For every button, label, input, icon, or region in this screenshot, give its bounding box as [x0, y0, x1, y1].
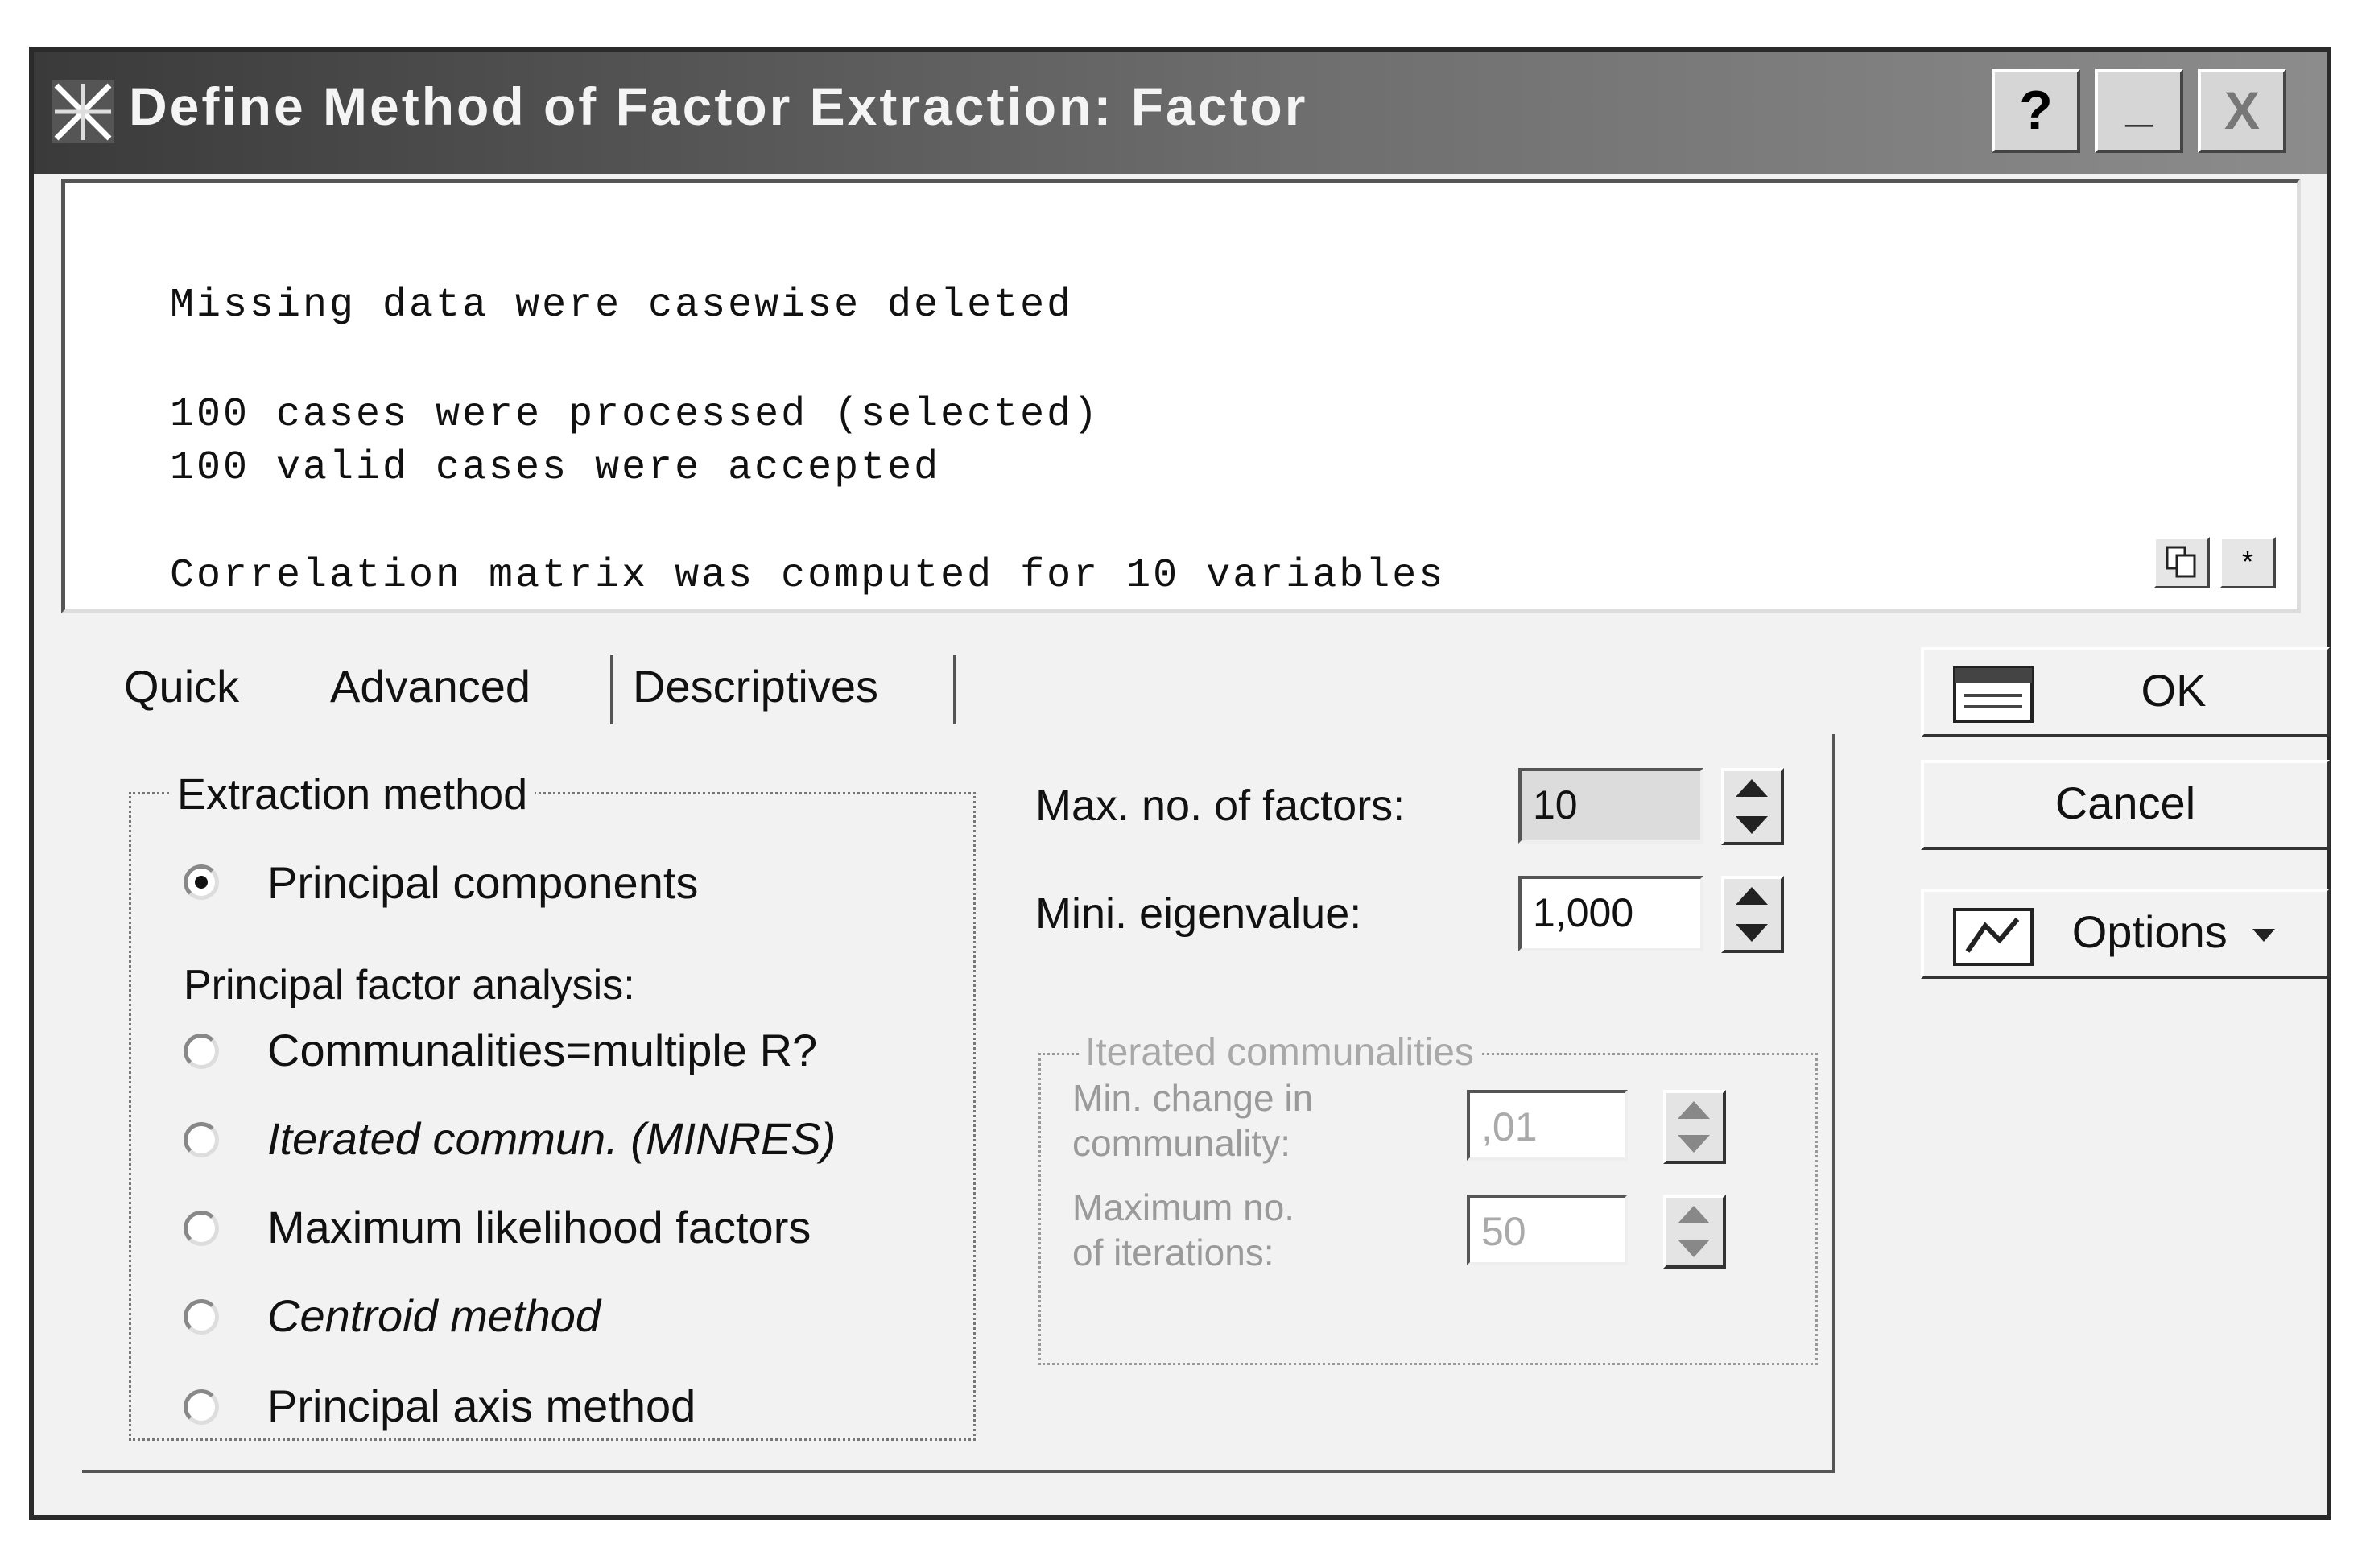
radio-iterated-communalities[interactable] — [184, 1122, 219, 1157]
cancel-button[interactable] — [1921, 760, 2330, 850]
tab-separator — [953, 655, 956, 724]
ok-button[interactable] — [1921, 647, 2330, 737]
radio-label-centroid-method[interactable]: Centroid method — [267, 1290, 601, 1341]
max-iterations-stepper[interactable] — [1663, 1195, 1726, 1269]
spin-down-icon[interactable] — [1678, 1240, 1710, 1257]
copy-icon — [2164, 544, 2199, 580]
tab-separator — [610, 655, 613, 724]
options-button-label: Options — [2071, 906, 2228, 957]
radio-communalities-multiple-r[interactable] — [184, 1034, 219, 1069]
max-iterations-input[interactable]: 50 — [1467, 1195, 1628, 1265]
min-eigenvalue-stepper[interactable] — [1721, 876, 1784, 953]
spin-down-icon[interactable] — [1678, 1135, 1710, 1153]
min-change-label-line: Min. change in — [1072, 1077, 1314, 1119]
window-title: Define Method of Factor Extraction: Factor — [129, 76, 1308, 136]
expand-output-button[interactable] — [2219, 537, 2276, 588]
max-iterations-label-line: of iterations: — [1072, 1232, 1274, 1273]
spin-down-icon[interactable] — [1736, 924, 1768, 942]
close-icon: X — [2224, 80, 2261, 140]
close-button[interactable] — [2198, 69, 2286, 153]
app-icon — [52, 80, 114, 143]
chevron-down-icon — [2252, 929, 2275, 942]
tab-descriptives[interactable]: Descriptives — [633, 661, 878, 712]
min-eigenvalue-label: Mini. eigenvalue: — [1035, 889, 1362, 938]
ok-button-label: OK — [2141, 665, 2207, 716]
min-change-label-line: communality: — [1072, 1122, 1290, 1164]
radio-label-maximum-likelihood[interactable]: Maximum likelihood factors — [267, 1202, 811, 1252]
spin-up-icon[interactable] — [1678, 1206, 1710, 1223]
cancel-button-label: Cancel — [2054, 778, 2196, 828]
radio-label-principal-components[interactable]: Principal components — [267, 857, 699, 908]
min-change-input[interactable]: ,01 — [1467, 1090, 1628, 1161]
expand-icon: * — [2241, 545, 2253, 578]
min-eigenvalue-input[interactable]: 1,000 — [1518, 876, 1703, 951]
minimize-icon: _ — [2125, 77, 2153, 131]
radio-label-communalities-multiple-r[interactable]: Communalities=multiple R? — [267, 1025, 818, 1075]
min-change-stepper[interactable] — [1663, 1090, 1726, 1164]
title-bar[interactable] — [34, 52, 2327, 174]
radio-centroid-method[interactable] — [184, 1299, 219, 1335]
tab-quick[interactable]: Quick — [124, 661, 240, 712]
spin-up-icon[interactable] — [1736, 887, 1768, 905]
options-icon — [1953, 908, 2034, 966]
copy-output-button[interactable] — [2153, 537, 2210, 588]
output-panel — [61, 179, 2301, 613]
minimize-button[interactable] — [2095, 69, 2183, 153]
help-icon: ? — [2019, 80, 2053, 141]
output-line: Missing data were casewise deleted — [170, 283, 1074, 328]
ok-icon — [1953, 666, 2034, 723]
spin-up-icon[interactable] — [1678, 1101, 1710, 1119]
help-button[interactable] — [1992, 69, 2080, 153]
radio-principal-axis[interactable] — [184, 1389, 219, 1425]
extraction-method-label: Extraction method — [169, 770, 535, 819]
principal-factor-analysis-label: Principal factor analysis: — [184, 962, 635, 1009]
spin-up-icon[interactable] — [1736, 779, 1768, 797]
max-iterations-label-line: Maximum no. — [1072, 1186, 1295, 1228]
radio-selected-dot — [195, 876, 208, 889]
output-line: 100 valid cases were accepted — [170, 445, 941, 491]
radio-maximum-likelihood[interactable] — [184, 1211, 219, 1246]
max-factors-label: Max. no. of factors: — [1035, 782, 1406, 830]
options-button[interactable] — [1921, 889, 2330, 979]
max-iterations-label — [1072, 1185, 1294, 1275]
iterated-communalities-label: Iterated communalities — [1079, 1030, 1480, 1075]
radio-label-iterated-communalities[interactable]: Iterated commun. (MINRES) — [267, 1113, 836, 1164]
min-change-label — [1072, 1075, 1313, 1166]
output-line: 100 cases were processed (selected) — [170, 392, 1100, 438]
spin-down-icon[interactable] — [1736, 816, 1768, 834]
max-factors-input[interactable]: 10 — [1518, 768, 1703, 844]
tab-advanced[interactable]: Advanced — [330, 661, 531, 712]
dialog-window — [29, 47, 2331, 1520]
radio-principal-components[interactable] — [184, 864, 219, 900]
output-line: Correlation matrix was computed for 10 variables — [170, 553, 1446, 599]
radio-label-principal-axis[interactable]: Principal axis method — [267, 1380, 696, 1431]
max-factors-stepper[interactable] — [1721, 768, 1784, 845]
